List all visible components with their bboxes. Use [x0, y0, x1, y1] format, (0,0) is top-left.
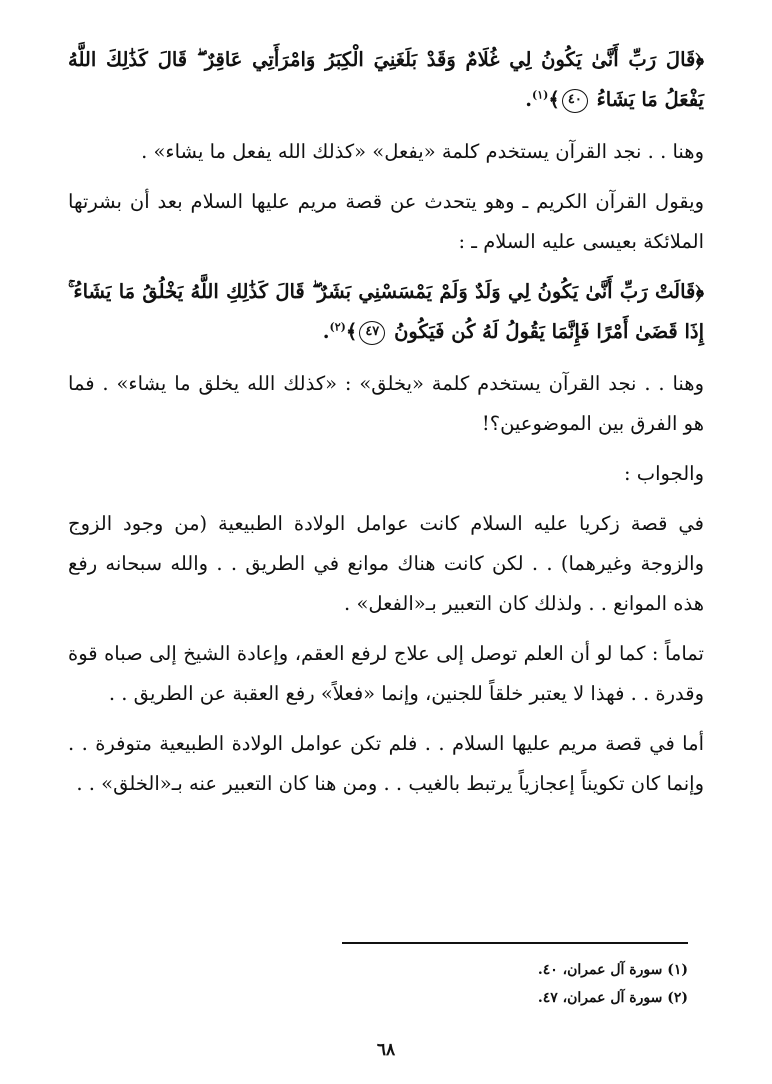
ayah-number-40: ٤٠ — [562, 89, 588, 113]
verse-2-close: ﴾ — [345, 320, 358, 343]
paragraph-6: تماماً : كما لو أن العلم توصل إلى علاج لرفع العقم، وإعادة الشيخ إلى صباه قوة وقدرة . . فهذا لا يعتبر خلقاً للجنين، وإنما «فعلاً» رفع العقبة عن الطريق . . — [68, 642, 704, 705]
paragraph-1: وهنا . . نجد القرآن يستخدم كلمة «يفعل» «كذلك الله يفعل ما يشاء» . — [141, 140, 704, 163]
verse-1-text: ﴿قَالَ رَبِّ أَنَّىٰ يَكُونُ لِي غُلَامٌ وَقَدْ بَلَغَنِيَ الْكِبَرُ وَامْرَأَتِي عَاقِرٌ ۖ قَالَ كَذَٰلِكَ اللَّهُ يَفْعَلُ مَا يَشَاءُ — [68, 48, 704, 111]
verse-2-text: ﴿قَالَتْ رَبِّ أَنَّىٰ يَكُونُ لِي وَلَدٌ وَلَمْ يَمْسَسْنِي بَشَرٌ ۖ قَالَ كَذَٰلِكِ اللَّهُ يَخْلُقُ مَا يَشَاءُ ۚ إِذَا قَضَىٰ أَمْرًا فَإِنَّمَا يَقُولُ لَهُ كُن فَيَكُونُ — [68, 280, 704, 343]
paragraph-5: في قصة زكريا عليه السلام كانت عوامل الولادة الطبيعية (من وجود الزوج والزوجة وغيرهما) . . لكن كانت هناك موانع في الطريق . . والله سبحانه رفع هذه الموانع . . ولذلك كان التعبير بـ«الفعل» . — [68, 512, 704, 615]
quran-verse-2: ﴿قَالَتْ رَبِّ أَنَّىٰ يَكُونُ لِي وَلَدٌ وَلَمْ يَمْسَسْنِي بَشَرٌ ۖ قَالَ كَذَٰلِكِ اللَّهُ يَخْلُقُ مَا يَشَاءُ ۚ إِذَا قَضَىٰ أَمْرًا فَإِنَّمَا يَقُولُ لَهُ كُن فَيَكُونُ ٤٧﴾$^{(٢)}$. — [68, 280, 704, 343]
paragraph-4: والجواب : — [624, 462, 704, 485]
footnote-divider — [342, 942, 688, 944]
paragraph-7: أما في قصة مريم عليها السلام . . فلم تكن عوامل الولادة الطبيعية متوفرة . . وإنما كان تكويناً إعجازياً يرتبط بالغيب . . ومن هنا كان التعبير عنه بـ«الخلق» . . — [68, 732, 704, 795]
ayah-number-47: ٤٧ — [359, 321, 385, 345]
paragraph-3: وهنا . . نجد القرآن يستخدم كلمة «يخلق» : «كذلك الله يخلق ما يشاء» . فما هو الفرق بين الموضوعين؟! — [68, 372, 704, 435]
quran-verse-1: ﴿قَالَ رَبِّ أَنَّىٰ يَكُونُ لِي غُلَامٌ وَقَدْ بَلَغَنِيَ الْكِبَرُ وَامْرَأَتِي عَاقِرٌ ۖ قَالَ كَذَٰلِكَ اللَّهُ يَفْعَلُ مَا يَشَاءُ ٤٠﴾$^{(١)}$. — [68, 48, 704, 111]
footnote-ref-2: (٢) — [329, 320, 346, 334]
footnote-ref-1: (١) — [532, 88, 549, 102]
footnote-2: (٢) سورة آل عمران، ٤٧. — [537, 990, 688, 1006]
paragraph-2: ويقول القرآن الكريم ـ وهو يتحدث عن قصة مريم عليها السلام بعد أن بشرتها الملائكة بعيسى عليه السلام ـ : — [68, 190, 704, 253]
footnotes — [288, 956, 688, 1012]
verse-1-close: ﴾ — [548, 88, 560, 111]
main-text — [68, 40, 704, 814]
page-number: ٦٨ — [376, 1040, 396, 1060]
footnote-1: (١) سورة آل عمران، ٤٠. — [537, 962, 688, 978]
